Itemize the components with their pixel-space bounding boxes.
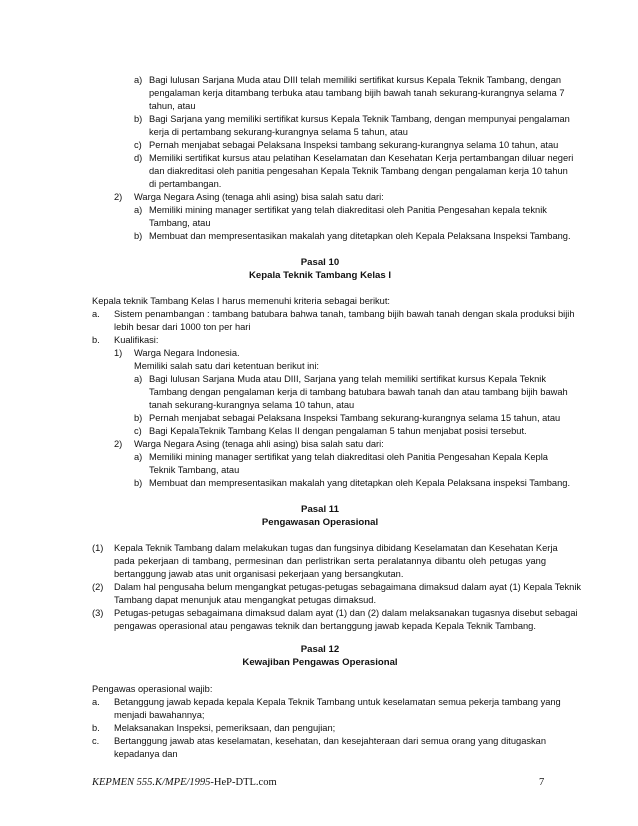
text-line: Melaksanakan Inspeksi, pemeriksaan, dan pengujian; — [114, 723, 336, 733]
item-label: b) — [134, 114, 143, 124]
text-line: Warga Negara Asing (tenaga ahli asing) bisa salah satu dari: — [134, 439, 384, 449]
text-line: kepadanya dan — [114, 749, 178, 759]
item-label: c) — [134, 426, 142, 436]
item-label: a) — [134, 374, 143, 384]
text-line: lebih besar dari 1000 ton per hari — [114, 322, 251, 332]
item-label: c) — [134, 140, 142, 150]
section-title: Pasal 12 — [300, 644, 340, 655]
footer-document-ref — [92, 777, 277, 788]
text-line: pada pekerjaan di tambang, permesinan dan perlistrikan serta peralatannya dibantu oleh petugas yang — [114, 556, 546, 566]
item-label: c. — [92, 736, 100, 746]
text-line: menjadi bawahannya; — [114, 710, 205, 720]
text-line: Betanggung jawab kepada kepala Kepala Teknik Tambang untuk keselamatan semua pekerja tambang yang — [114, 697, 561, 707]
text-line: Kepala Teknik Tambang dalam melakukan tugas dan fungsinya dibidang Keselamatan dan Kesehatan Kerja — [114, 543, 558, 553]
text-line: Bagi KepalaTeknik Tambang Kelas II dengan pengalaman 5 tahun menjabat posisi tersebut. — [149, 426, 527, 436]
text-line: dan diakreditasi oleh panitia pengesahan Kepala Teknik Tambang dengan pengalaman kerja 10 tahun — [149, 166, 568, 176]
text-line: Memiliki salah satu dari ketentuan berikut ini: — [134, 361, 319, 371]
item-label: (3) — [92, 608, 104, 618]
text-line: pengalaman kerja ditambang terbuka atau tambang bijih bawah tanah sekurang-kurangnya selama 7 — [149, 88, 565, 98]
text-line: Dalam hal pengusaha belum mengangkat petugas-petugas sebagaimana dimaksud dalam ayat (1) Kepala Teknik — [114, 582, 582, 592]
item-label: a. — [92, 309, 100, 319]
footer-ref-source: -HeP-DTL.com — [210, 777, 277, 788]
text-line: pengawas operasional atau pengawas teknik dan bertanggung jawab kepada Kepala Teknik Tambang. — [114, 621, 536, 631]
item-label: b. — [92, 723, 100, 733]
text-line: di pertambangan. — [149, 179, 222, 189]
item-label: a) — [134, 452, 143, 462]
item-label: (2) — [92, 582, 104, 592]
text-line: tahun, atau — [149, 101, 196, 111]
item-label: b) — [134, 413, 143, 423]
section-title: Pasal 11 — [301, 504, 339, 515]
text-line: Bagi Sarjana yang memiliki sertifikat kursus Kepala Teknik Tambang, dengan mempunyai pengalaman — [149, 114, 570, 124]
text-line: Sistem penambangan : tambang batubara bahwa tanah, tambang bijih bawah tanah dengan skala produksi bijih — [114, 309, 575, 319]
section-title: Pasal 10 — [300, 257, 340, 268]
footer-ref-code: KEPMEN 555.K/MPE/1995 — [92, 777, 211, 788]
page-number: 7 — [539, 777, 545, 788]
text-line: Kualifikasi: — [114, 335, 159, 345]
text-line: Bertanggung jawab atas keselamatan, kesehatan, dan kesejahteraan dari semua orang yang ditugaskan — [114, 736, 546, 746]
text-line: Membuat dan mempresentasikan makalah yang ditetapkan oleh Kepala Pelaksana inspeksi Tambang. — [149, 478, 571, 488]
item-label: (1) — [92, 543, 104, 553]
text-line: Membuat dan mempresentasikan makalah yang ditetapkan oleh Kepala Pelaksana Inspeksi Tambang. — [149, 231, 571, 241]
text-line: Bagi lulusan Sarjana Muda atau DIII telah memiliki sertifikat kursus Kepala Teknik Tambang, dengan — [149, 75, 562, 85]
item-label: a. — [92, 697, 100, 707]
text-line: Pernah menjabat sebagai Pelaksana Inspeksi Tambang sekurang-kurangnya selama 15 tahun, atau — [149, 413, 561, 423]
item-label: 2) — [114, 439, 123, 449]
text-line: Memiliki sertifikat kursus atau pelatihan Keselamatan dan Kesehatan Kerja pertambangan diluar negeri — [149, 153, 574, 163]
text-line: Warga Negara Asing (tenaga ahli asing) bisa salah satu dari: — [134, 192, 384, 202]
text-line: kerja di pertambang sekurang-kurangnya selama 5 tahun, atau — [149, 127, 408, 137]
item-label: 2) — [114, 192, 123, 202]
text-line: bertanggung jawab atas unit organisasi pekerjaan yang bersangkutan. — [114, 569, 404, 579]
text-line: Tambang dengan pengalaman kerja di tambang batubara bawah tanah dan atau tambang bijih bawah — [149, 387, 568, 397]
item-label: a) — [134, 75, 143, 85]
text-line: Tambang dapat menunjuk atau mengangkat petugas dimaksud. — [114, 595, 377, 605]
intro-text: Pengawas operasional wajib: — [92, 684, 213, 694]
item-label: d) — [134, 153, 143, 163]
section-subtitle: Kepala Teknik Tambang Kelas I — [249, 270, 391, 281]
text-line: Pernah menjabat sebagai Pelaksana Inspeksi tambang sekurang-kurangnya selama 10 tahun, atau — [149, 140, 559, 150]
text-line: Memiliki mining manager sertifikat yang telah diakreditasi oleh Panitia Pengesahan Kepala Kepla — [149, 452, 548, 462]
text-line: Bagi lulusan Sarjana Muda atau DIII, Sarjana yang telah memiliki sertifikat kursus Kepala Teknik — [149, 374, 546, 384]
text-line: Memiliki mining manager sertifikat yang telah diakreditasi oleh Panitia Pengesahan kepala teknik — [149, 205, 547, 215]
item-label: 1) — [114, 348, 123, 358]
text-line: Warga Negara Indonesia. — [134, 348, 240, 358]
text-line: Teknik Tambang, atau — [149, 465, 240, 475]
text-line: tanah sekurang-kurangnya selama 10 tahun, atau — [149, 400, 355, 410]
text-line: Tambang, atau — [149, 218, 211, 228]
intro-text: Kepala teknik Tambang Kelas I harus memenuhi kriteria sebagai berikut: — [92, 296, 391, 306]
section-subtitle: Pengawasan Operasional — [261, 517, 379, 528]
item-label: b) — [134, 231, 143, 241]
section-subtitle: Kewajiban Pengawas Operasional — [242, 657, 398, 668]
item-label: b. — [92, 335, 100, 345]
text-line: Petugas-petugas sebagaimana dimaksud dalam ayat (1) dan (2) dalam melaksanakan tugasnya disebut sebagai — [114, 608, 578, 618]
item-label: b) — [134, 478, 143, 488]
item-label: a) — [134, 205, 143, 215]
